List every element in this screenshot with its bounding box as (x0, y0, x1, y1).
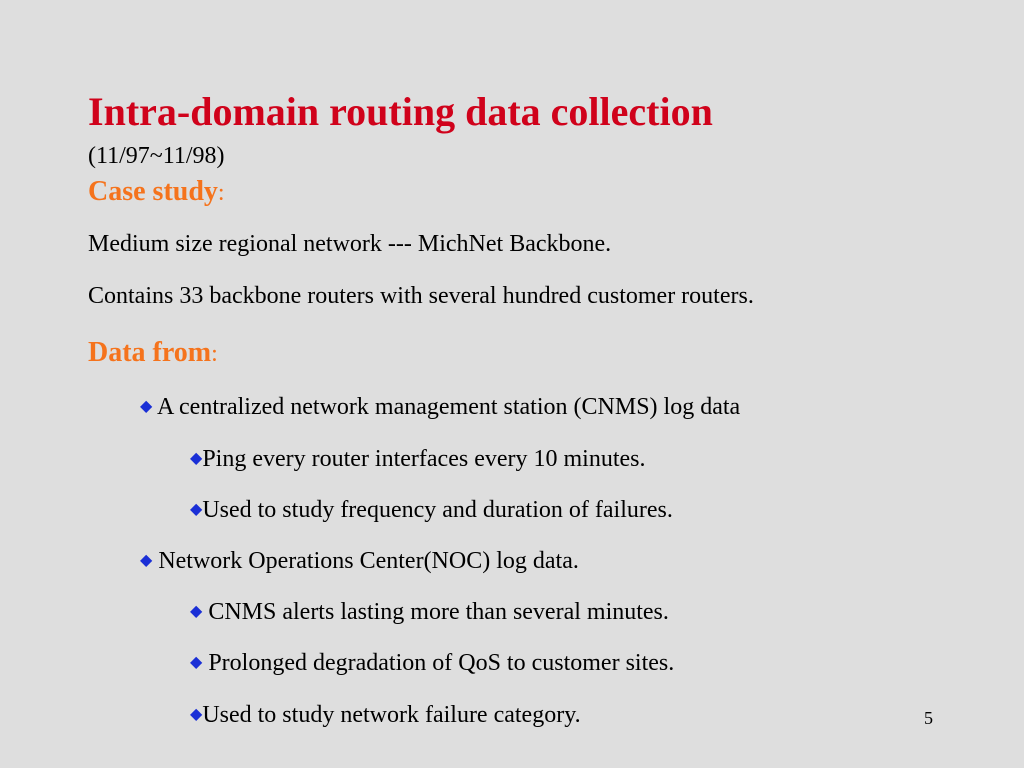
diamond-bullet-icon: ◆ (190, 603, 203, 620)
sub-bullet-item (190, 648, 674, 678)
diamond-bullet-icon: ◆ (190, 501, 203, 518)
bullet-text: Network Operations Center(NOC) log data. (158, 548, 579, 574)
page-number: 5 (924, 708, 933, 728)
data-from-label: Data from (88, 337, 212, 368)
diamond-bullet-icon: ◆ (140, 398, 153, 415)
sub-bullet-item (190, 495, 673, 525)
slide-title: Intra-domain routing data collection (88, 89, 713, 134)
sub-bullet-text: Prolonged degradation of QoS to customer sites. (208, 650, 675, 676)
case-study-line-1: Medium size regional network --- MichNet Backbone. (88, 231, 612, 257)
case-study-heading (88, 175, 225, 210)
bullet-item (140, 392, 740, 422)
case-study-label: Case study (88, 176, 218, 207)
sub-bullet-item (190, 700, 581, 730)
sub-bullet-item (190, 597, 669, 627)
sub-bullet-text: Used to study network failure category. (202, 702, 581, 728)
sub-bullet-item (190, 444, 646, 474)
date-range: (11/97~11/98) (88, 143, 225, 169)
sub-bullet-text: Used to study frequency and duration of failures. (202, 497, 673, 523)
diamond-bullet-icon: ◆ (190, 654, 203, 671)
case-study-colon: : (217, 180, 225, 206)
bullet-text: A centralized network management station (CNMS) log data (157, 394, 741, 420)
diamond-bullet-icon: ◆ (190, 706, 203, 723)
sub-bullet-text: CNMS alerts lasting more than several minutes. (208, 599, 669, 625)
data-from-heading (88, 336, 218, 371)
diamond-bullet-icon: ◆ (140, 552, 153, 569)
sub-bullet-text: Ping every router interfaces every 10 minutes. (202, 446, 646, 472)
bullet-item (140, 546, 579, 576)
data-from-colon: : (211, 341, 218, 367)
diamond-bullet-icon: ◆ (190, 450, 203, 467)
case-study-line-2: Contains 33 backbone routers with several hundred customer routers. (88, 283, 754, 309)
